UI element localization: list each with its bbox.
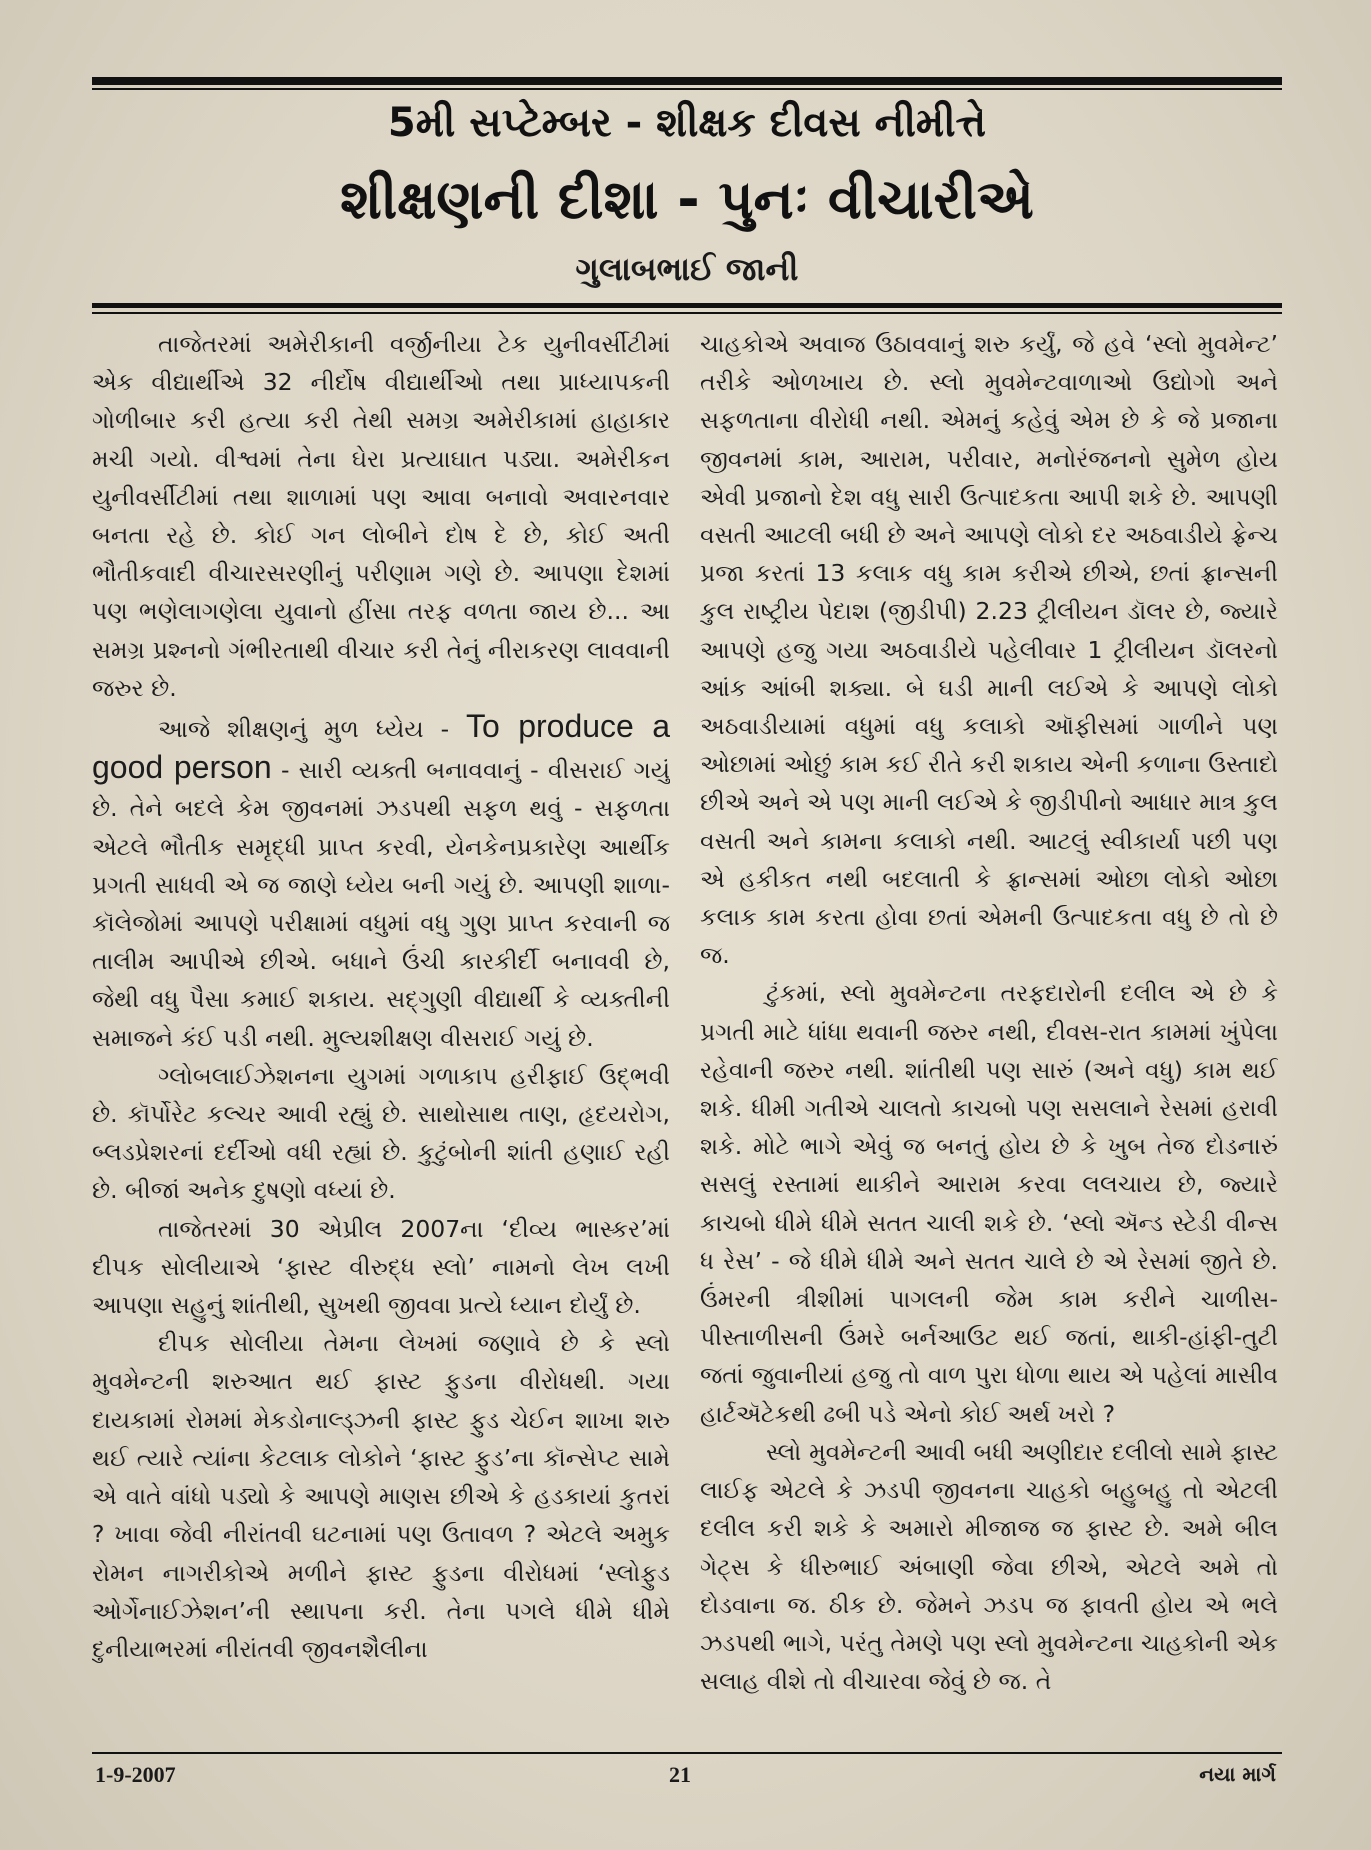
header-rule-thin: [92, 312, 1282, 314]
left-paragraph-2: [92, 707, 670, 1057]
top-rule-thin: [92, 88, 1282, 90]
left-column: [92, 325, 670, 1725]
right-paragraph-2: ટુંકમાં, સ્લો મુવમેન્ટના તરફદારોની દલીલ એ છે કે પ્રગતી માટે ધાંધા થવાની જરુર નથી, દીવસ-રાત કામમાં ખુંપેલા રહેવાની જરુર નથી. શાંતીથી પણ સારું (અને વધુ) કામ થઈ શકે. ધીમી ગતીએ ચાલતો કાચબો પણ સસલાને રેસમાં હરાવી શકે. મોટે ભાગે એવું જ બનતું હોય છે કે ખુબ તેજ દોડનારું સસલું રસ્તામાં થાકીને આરામ કરવા લલચાય છે, જ્યારે કાચબો ધીમે ધીમે સતત ચાલી શકે છે. ‘સ્લો ઍન્ડ સ્ટેડી વીન્સ ધ રેસ’ - જે ધીમે ધીમે અને સતત ચાલે છે એ રેસમાં જીતે છે. ઉંમરની ત્રીશીમાં પાગલની જેમ કામ કરીને ચાળીસ-પીસ્તાળીસની ઉંમરે બર્નઆઉટ થઈ જતાં, થાકી-હાંફી-તુટી જતાં જુવાનીયાં હજુ તો વાળ પુરા ધોળા થાય એ પહેલાં માસીવ હાર્ટઍટેકથી ઢબી પડે એનો કોઈ અર્થ ખરો ?: [700, 979, 1278, 1428]
left-paragraph-4: તાજેતરમાં 30 એપ્રીલ 2007ના ‘દીવ્ય ભાસ્કર’માં દીપક સોલીયાએ ‘ફાસ્ટ વીરુદ્ધ સ્લો’ નામનો લેખ લખી આપણા સહુનું શાંતીથી, સુખથી જીવવા પ્રત્યે ધ્યાન દોર્યું છે.: [92, 1214, 670, 1320]
left-paragraph-1: તાજેતરમાં અમેરીકાની વર્જીનીયા ટેક યુનીવર્સીટીમાં એક વીદ્યાર્થીએ 32 નીર્દોષ વીદ્યાર્થીઓ તથા પ્રાધ્યાપકની ગોળીબાર કરી હત્યા કરી તેથી સમગ્ર અમેરીકામાં હાહાકાર મચી ગયો. વીશ્વમાં તેના ઘેરા પ્રત્યાઘાત પડ્યા. અમેરીકન યુનીવર્સીટીમાં તથા શાળામાં પણ આવા બનાવો અવારનવાર બનતા રહે છે. કોઈ ગન લોબીને દોષ દે છે, કોઈ અતી ભૌતીકવાદી વીચારસરણીનું પરીણામ ગણે છે. આપણા દેશમાં પણ ભણેલાગણેલા યુવાનો હીંસા તરફ વળતા જાય છે... આ સમગ્ર પ્રશ્નનો ગંભીરતાથી વીચાર કરી તેનું નીરાકરણ લાવવાની જરુર છે.: [92, 330, 670, 702]
right-column: [700, 325, 1278, 1725]
footer-rule: [92, 1752, 1282, 1754]
english-phrase: To produce a good person: [92, 708, 670, 786]
right-paragraph-3: સ્લો મુવમેન્ટની આવી બધી અણીદાર દલીલો સામે ફાસ્ટ લાઈફ એટલે કે ઝડપી જીવનના ચાહકો બહુબહુ તો એટલી દલીલ કરી શકે કે અમારો મીજાજ જ ફાસ્ટ છે. અમે બીલ ગેટ્સ કે ધીરુભાઈ અંબાણી જેવા છીએ, એટલે અમે તો દોડવાના જ. ઠીક છે. જેમને ઝડપ જ ફાવતી હોય એ ભલે ઝડપથી ભાગે, પરંતુ તેમણે પણ સ્લો મુવમેન્ટના ચાહકોની એક સલાહ વીશે તો વીચારવા જેવું છે જ. તે: [700, 1437, 1278, 1696]
left-paragraph-2-start: આજે શીક્ષણનું મુળ ધ્યેય -: [158, 715, 467, 744]
page-number: 21: [669, 1762, 691, 1787]
left-paragraph-3: ગ્લોબલાઈઝેશનના યુગમાં ગળાકાપ હરીફાઈ ઉદ્ભવી છે. કૉર્પોરેટ કલ્ચર આવી રહ્યું છે. સાથોસાથ તાણ, હૃદયરોગ, બ્લડપ્રેશરનાં દર્દીઓ વધી રહ્યાં છે. કુટુંબોની શાંતી હણાઈ રહી છે. બીજાં અનેક દુષણો વધ્યાં છે.: [92, 1061, 670, 1205]
article-title: શીક્ષણની દીશા - પુનઃ વીચારીએ: [340, 168, 1034, 231]
left-paragraph-2-rest: - સારી વ્યક્તી બનાવવાનું - વીસરાઈ ગયું છે. તેને બદલે કેમ જીવનમાં ઝડપથી સફળ થવું - સફળતા એટલે ભૌતીક સમૃદ્ધી પ્રાપ્ત કરવી, યેનકેનપ્રકારેણ આર્થીક પ્રગતી સાધવી એ જ જાણે ધ્યેય બની ગયું છે. આપણી શાળા-કૉલેજોમાં આપણે પરીક્ષામાં વધુમાં વધુ ગુણ પ્રાપ્ત કરવાની જ તાલીમ આપીએ છીએ. બધાને ઉંચી કારકીર્દી બનાવવી છે, જેથી વધુ પૈસા કમાઈ શકાય. સદ્ગુણી વીદ્યાર્થી કે વ્યક્તીની સમાજને કંઈ પડી નથી. મુલ્યશીક્ષણ વીસરાઈ ગયું છે.: [92, 756, 670, 1052]
article-kicker: 5મી સપ્ટેમ્બર - શીક્ષક દીવસ નીમીત્તે: [387, 100, 987, 146]
top-rule-thick: [92, 77, 1282, 85]
magazine-name: નયા માર્ગ: [1199, 1762, 1276, 1786]
issue-date: 1-9-2007: [95, 1762, 176, 1787]
right-paragraph-1: ચાહકોએ અવાજ ઉઠાવવાનું શરુ કર્યું, જે હવે ‘સ્લો મુવમેન્ટ’ તરીકે ઓળખાય છે. સ્લો મુવમેન્ટવાળાઓ ઉદ્યોગો અને સફળતાના વીરોધી નથી. એમનું કહેવું એમ છે કે જે પ્રજાના જીવનમાં કામ, આરામ, પરીવાર, મનોરંજનનો સુમેળ હોય એવી પ્રજાનો દેશ વધુ સારી ઉત્પાદકતા આપી શકે છે. આપણી વસતી આટલી બધી છે અને આપણે લોકો દર અઠવાડીયે ફ્રેન્ચ પ્રજા કરતાં 13 કલાક વધુ કામ કરીએ છીએ, છતાં ફ્રાન્સની કુલ રાષ્ટ્રીય પેદાશ (જીડીપી) 2.23 ટ્રીલીયન ડૉલર છે, જ્યારે આપણે હજુ ગયા અઠવાડીયે પહેલીવાર 1 ટ્રીલીયન ડૉલરનો આંક આંબી શક્યા. બે ઘડી માની લઈએ કે આપણે લોકો અઠવાડીયામાં વધુમાં વધુ કલાકો ઑફીસમાં ગાળીને પણ ઓછામાં ઓછું કામ કઈ રીતે કરી શકાય એની કળાના ઉસ્તાદો છીએ અને એ પણ માની લઈએ કે જીડીપીનો આધાર માત્ર કુલ વસતી અને કામના કલાકો નથી. આટલું સ્વીકાર્યા પછી પણ એ હકીકત નથી બદલાતી કે ફ્રાન્સમાં ઓછા લોકો ઓછા કલાક કામ કરતા હોવા છતાં એમની ઉત્પાદકતા વધુ છે તો છે જ.: [700, 330, 1278, 970]
left-paragraph-5: દીપક સોલીયા તેમના લેખમાં જણાવે છે કે સ્લો મુવમેન્ટની શરુઆત થઈ ફાસ્ટ ફુડના વીરોધથી. ગયા દાયકામાં રોમમાં મેકડોનાલ્ડ્ઝની ફાસ્ટ ફુડ ચેઈન શાખા શરુ થઈ ત્યારે ત્યાંના કેટલાક લોકોને ‘ફાસ્ટ ફુડ’ના કૉન્સેપ્ટ સામે એ વાતે વાંધો પડ્યો કે આપણે માણસ છીએ કે હડકાયાં કુતરાં ? ખાવા જેવી નીરાંતવી ઘટનામાં પણ ઉતાવળ ? એટલે અમુક રોમન નાગરીકોએ મળીને ફાસ્ટ ફુડના વીરોધમાં ‘સ્લોફુડ ઓર્ગેનાઈઝેશન’ની સ્થાપના કરી. તેના પગલે ધીમે ધીમે દુનીયાભરમાં નીરાંતવી જીવનશૈલીના: [92, 1329, 670, 1663]
header-rule-thick: [92, 303, 1282, 308]
article-author: ગુલાબભાઈ જાની: [575, 250, 799, 288]
